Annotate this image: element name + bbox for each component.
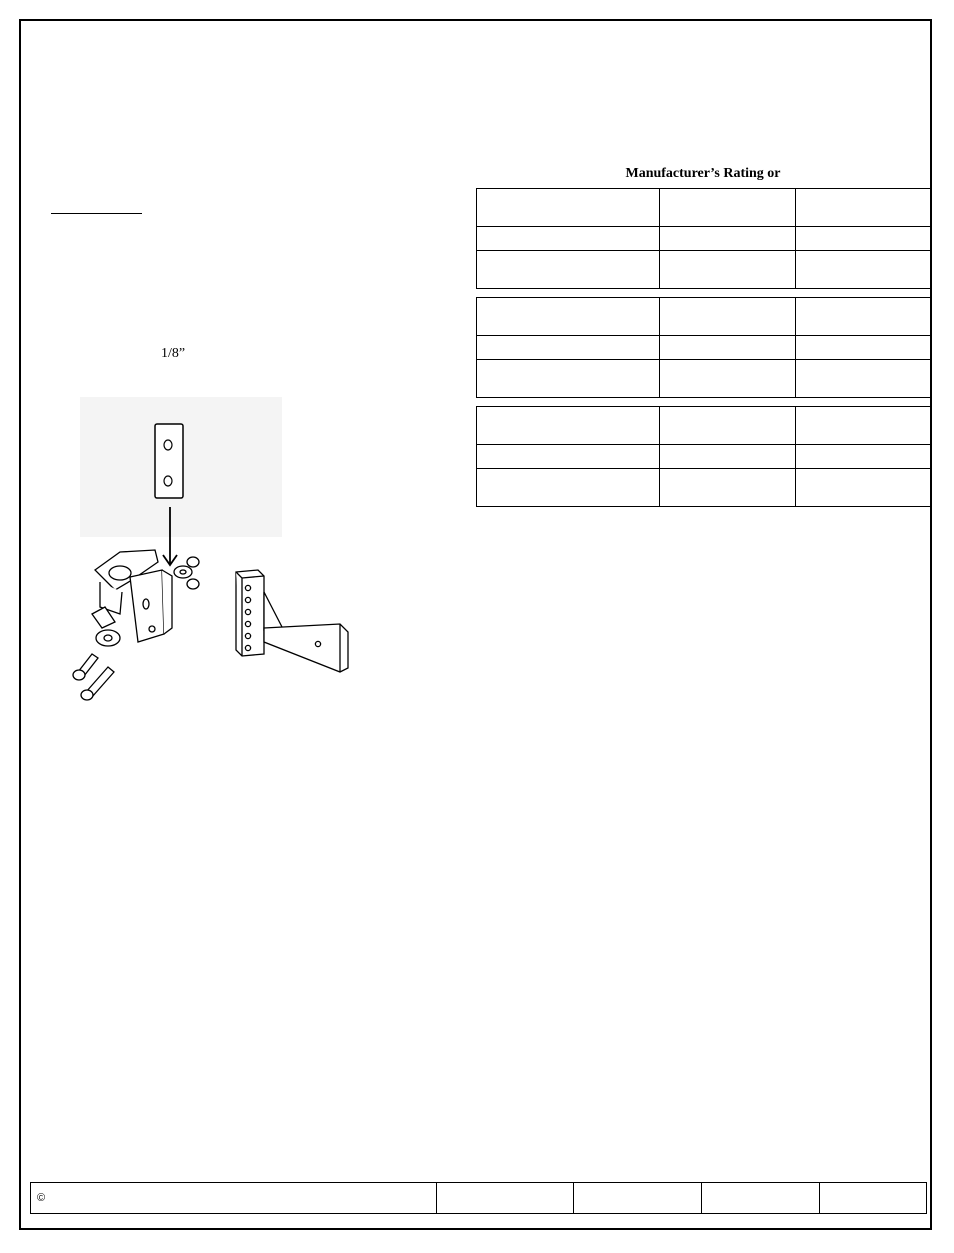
table-row (477, 298, 932, 336)
hitch-shim-illustration (60, 392, 360, 707)
table-cell (796, 407, 932, 445)
copyright-cell: © (31, 1183, 437, 1214)
table-cell (477, 336, 660, 360)
shim-thickness-label: 1/8” (161, 346, 186, 361)
footer-cell (820, 1183, 927, 1214)
table-cell (477, 298, 660, 336)
table-row (477, 445, 932, 469)
footer-cell (574, 1183, 702, 1214)
ball-mount-bracket-icon (92, 550, 172, 646)
table-cell (796, 298, 932, 336)
rating-table-3 (476, 406, 932, 507)
table-cell (796, 336, 932, 360)
section-heading-underline (51, 213, 142, 214)
table-cell (477, 445, 660, 469)
table-cell (477, 251, 660, 289)
table-cell (660, 251, 796, 289)
table-cell (796, 251, 932, 289)
table-row (477, 407, 932, 445)
footer-info-table (30, 1182, 927, 1214)
table-cell (796, 227, 932, 251)
footer-cell (702, 1183, 820, 1214)
table-row (477, 227, 932, 251)
table-cell (660, 407, 796, 445)
rating-table-heading: Manufacturer’s Rating or (625, 166, 781, 181)
table-row (477, 469, 932, 507)
table-row (477, 360, 932, 398)
table-cell (477, 360, 660, 398)
table-cell (660, 336, 796, 360)
table-cell (477, 407, 660, 445)
table-cell (796, 445, 932, 469)
table-cell (796, 189, 932, 227)
table-row (477, 336, 932, 360)
table-cell (477, 189, 660, 227)
table-cell (660, 445, 796, 469)
table-cell (660, 189, 796, 227)
washer-nut-icon (174, 557, 199, 589)
table-cell (796, 360, 932, 398)
table-cell (660, 298, 796, 336)
footer-cell (437, 1183, 574, 1214)
hitch-shank-icon (236, 570, 348, 672)
shim-plate-icon (155, 424, 183, 498)
table-row (477, 251, 932, 289)
rating-table-2 (476, 297, 932, 398)
table-cell (660, 360, 796, 398)
bolt-icon (73, 654, 114, 700)
footer-row (31, 1183, 927, 1214)
table-row (477, 189, 932, 227)
table-cell (477, 227, 660, 251)
table-cell (660, 469, 796, 507)
rating-table-1 (476, 188, 932, 289)
table-cell (477, 469, 660, 507)
table-cell (660, 227, 796, 251)
table-cell (796, 469, 932, 507)
